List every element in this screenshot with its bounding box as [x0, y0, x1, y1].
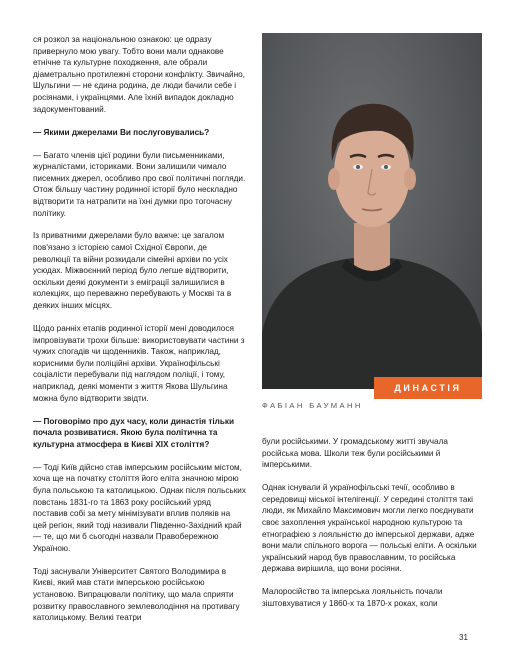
- paragraph: Однак існували й українофільські течії, особливо в середовищі міської інтелігенції. У середині століття такі люди, як Михайло Максимович могли легко поєднувати своє захоплення української народною культурою та етнографією з лояльністю до імперської держави, адже вони мали спільного ворога — польські еліти. А оскільки український народ був православним, то російська держава вирішила, що вони росіяни.: [262, 483, 477, 574]
- interview-question: — Якими джерелами Ви послуговувались?: [33, 127, 210, 137]
- section-tag: ДИНАСТІЯ: [374, 377, 482, 399]
- paragraph: Із приватними джерелами було важче: це загалом пов'язано з історією самої Східної Європи, де революції та війни розкидали сімейні архіви по усіх усюдах. Міжвоєнний період було легше відтворити, оскільки деякі документи з еміграції залишилися в колекціях, що переважно перебувають у Москві та в деяких інших місцях.: [33, 231, 232, 311]
- portrait-illustration: [262, 33, 482, 389]
- paragraph: Тоді заснували Університет Святого Володимира в Києві, який мав стати імперською російською установою. Випрацювали політику, що мала сприяти розвитку православного землеволодіння на противагу католицькому. Великі театри: [33, 566, 240, 623]
- portrait-photo: [262, 33, 482, 389]
- page-number: 31: [459, 633, 468, 642]
- paragraph: ся розкол за національною ознакою: це одразу привернуло мою увагу. Тобто вони мали однакове етнічне та культурне походження, але обрали діаметрально протилежні сторони конфлікту. Звичайно, Шульгини — не єдина родина, де люди бачили себе і росіянами, і українцями. Але їхній випадок докладно задокументований.: [33, 35, 245, 114]
- photo-caption: ФАБІАН БАУМАНН: [262, 401, 363, 410]
- paragraph: — Багато членів цієї родини були письменниками, журналістами, істориками. Вони залишили чимало писемних джерел, особливо про свої політичні погляди. Отож більшу частину родинної історії було нескладно відтворити та натрапити на їхні думки про тогочасну політику.: [33, 150, 246, 218]
- left-text-column: [33, 34, 246, 635]
- paragraph: Малоросійство та імперська лояльність почали зіштовхуватися у 1860-х та 1870-х роках, коли: [262, 587, 443, 608]
- paragraph: — Тоді Київ дійсно став імперським російським містом, хоча ще на початку століття його еліта значною мірою була польською та католицькою. Однак після польських повстань 1831-го та 1863 року російський уряд поставив собі за мету мінімізувати вплив поляків на цей регіон, який тоді називали Південно-Західний край — те, що ми б сьогодні назвали Правобережною Україною.: [33, 462, 246, 553]
- paragraph: були російськими. У громадському житті звучала російська мова. Школи теж були російськими й імперськими.: [262, 437, 448, 470]
- interview-question: — Поговорімо про дух часу, коли династія тільки почала розвиватися. Якою була політична та культурна атмосфера в Києві XIX століття?: [33, 416, 234, 449]
- paragraph: Щодо ранніх етапів родинної історії мені доводилося імпровізувати трохи більше: використовувати частини з чужих спогадів чи щоденників. Також, наприклад, корисними були поліційні архіви. Українофільські соціалісти перебували під наглядом поліції, і тому, наприклад, деякі моменти з життя Якова Шульгина можна було відтворити звідти.: [33, 324, 245, 403]
- right-text-column: [262, 436, 482, 621]
